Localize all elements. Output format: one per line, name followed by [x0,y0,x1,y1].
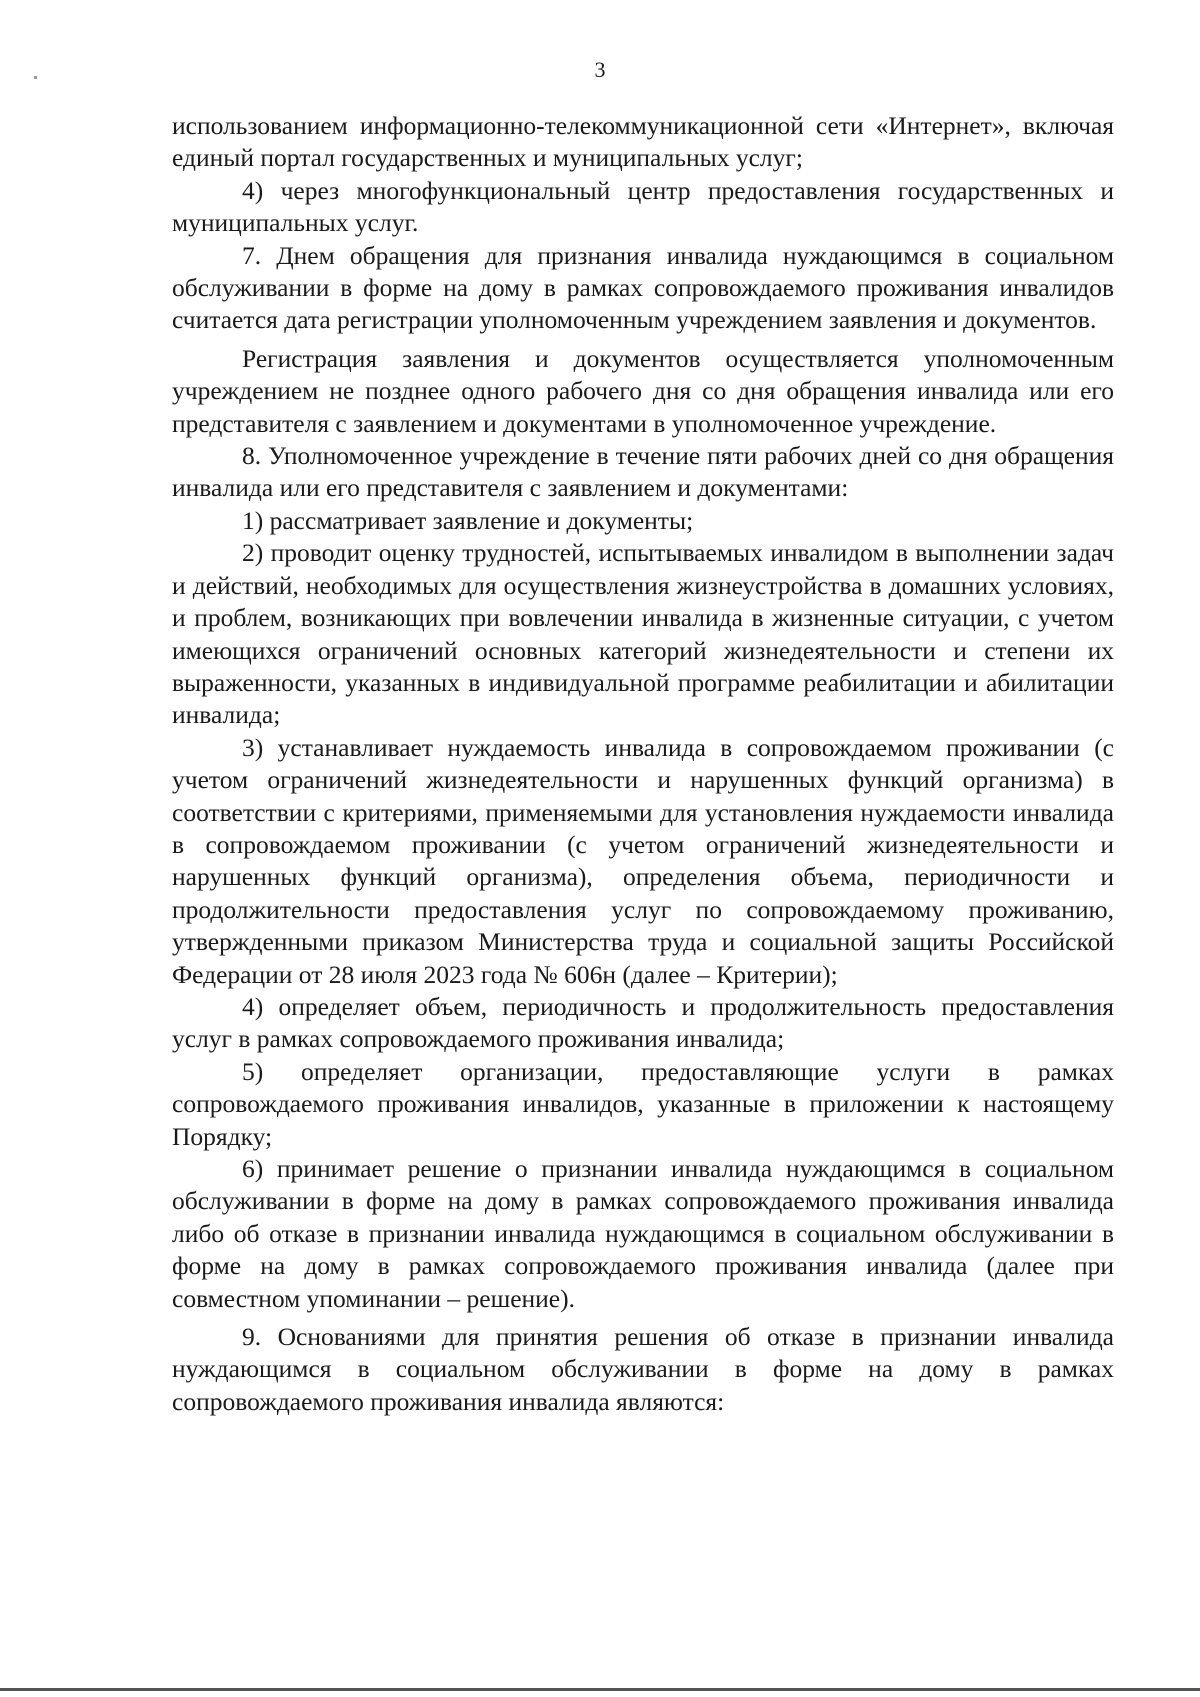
page-number: 3 [594,57,606,82]
paragraph-item-1: 1) рассматривает заявление и документы; [242,505,694,535]
paragraph-continuation: использованием информационно-телекоммуникационной сети «Интернет», включая единый портал государственных и муниципальных услуг; [172,111,1114,173]
paragraph-item-2: 2) проводит оценку трудностей, испытываемых инвалидом в выполнении задач и действий, необходимых для осуществления жизнеустройства в домашних условиях, и проблем, возникающих при вовлечении инвалида в жизненные ситуации, с учетом имеющихся ограничений основных категорий жизнедеятельности и степени их выраженности, указанных в индивидуальной программе реабилитации и абилитации инвалида; [172,538,1114,730]
paragraph-item-4: 4) определяет объем, периодичность и продолжительность предоставления услуг в рамках сопровождаемого проживания инвалида; [172,991,1114,1054]
scan-bottom-edge [0,1688,1200,1691]
paragraph-registration: Регистрация заявления и документов осуществляется уполномоченным учреждением не позднее одного рабочего дня со дня обращения инвалида или его представителя с заявлением и документами в уполномоченное учреждение. [172,343,1114,438]
paragraph-item-3: 3) устанавливает нуждаемость инвалида в сопровождаемом проживании (с учетом ограничений жизнедеятельности и нарушенных функций организма) в соответствии с критериями, применяемыми для установления нуждаемости инвалида в сопровождаемом проживании (с учетом ограничений жизнедеятельности и нарушенных функций организма), определения объема, периодичности и продолжительности предоставления услуг по сопровождаемому проживанию, утвержденными приказом Министерства труда и социальной защиты Российской Федерации от 28 июля 2023 года № 606н (далее – Критерии); [172,732,1114,989]
paragraph-item-5: 5) определяет организации, предоставляющие услуги в рамках сопровождаемого проживания инвалидов, указанные в приложении к настоящему Порядку; [172,1056,1114,1151]
paragraph-item-4-mfc: 4) через многофункциональный центр предоставления государственных и муниципальных услуг. [172,175,1114,238]
document-body [172,110,1114,1418]
paragraph-clause-7: 7. Днем обращения для признания инвалида нуждающимся в социальном обслуживании в форме на дому в рамках сопровождаемого проживания инвалидов считается дата регистрации уполномоченным учреждением заявления и документов. [172,240,1114,335]
paragraph-clause-8: 8. Уполномоченное учреждение в течение пяти рабочих дней со дня обращения инвалида или его представителя с заявлением и документами: [172,441,1114,503]
paragraph-clause-9: 9. Основаниями для принятия решения об отказе в признании инвалида нуждающимся в социальном обслуживании в форме на дому в рамках сопровождаемого проживания инвалида являются: [172,1322,1114,1416]
paragraph-item-6: 6) принимает решение о признании инвалида нуждающимся в социальном обслуживании в форме на дому в рамках сопровождаемого проживания инвалида либо об отказе в признании инвалида нуждающимся в социальном обслуживании в форме на дому в рамках сопровождаемого проживания инвалида (далее при совместном упоминании – решение). [172,1154,1114,1313]
